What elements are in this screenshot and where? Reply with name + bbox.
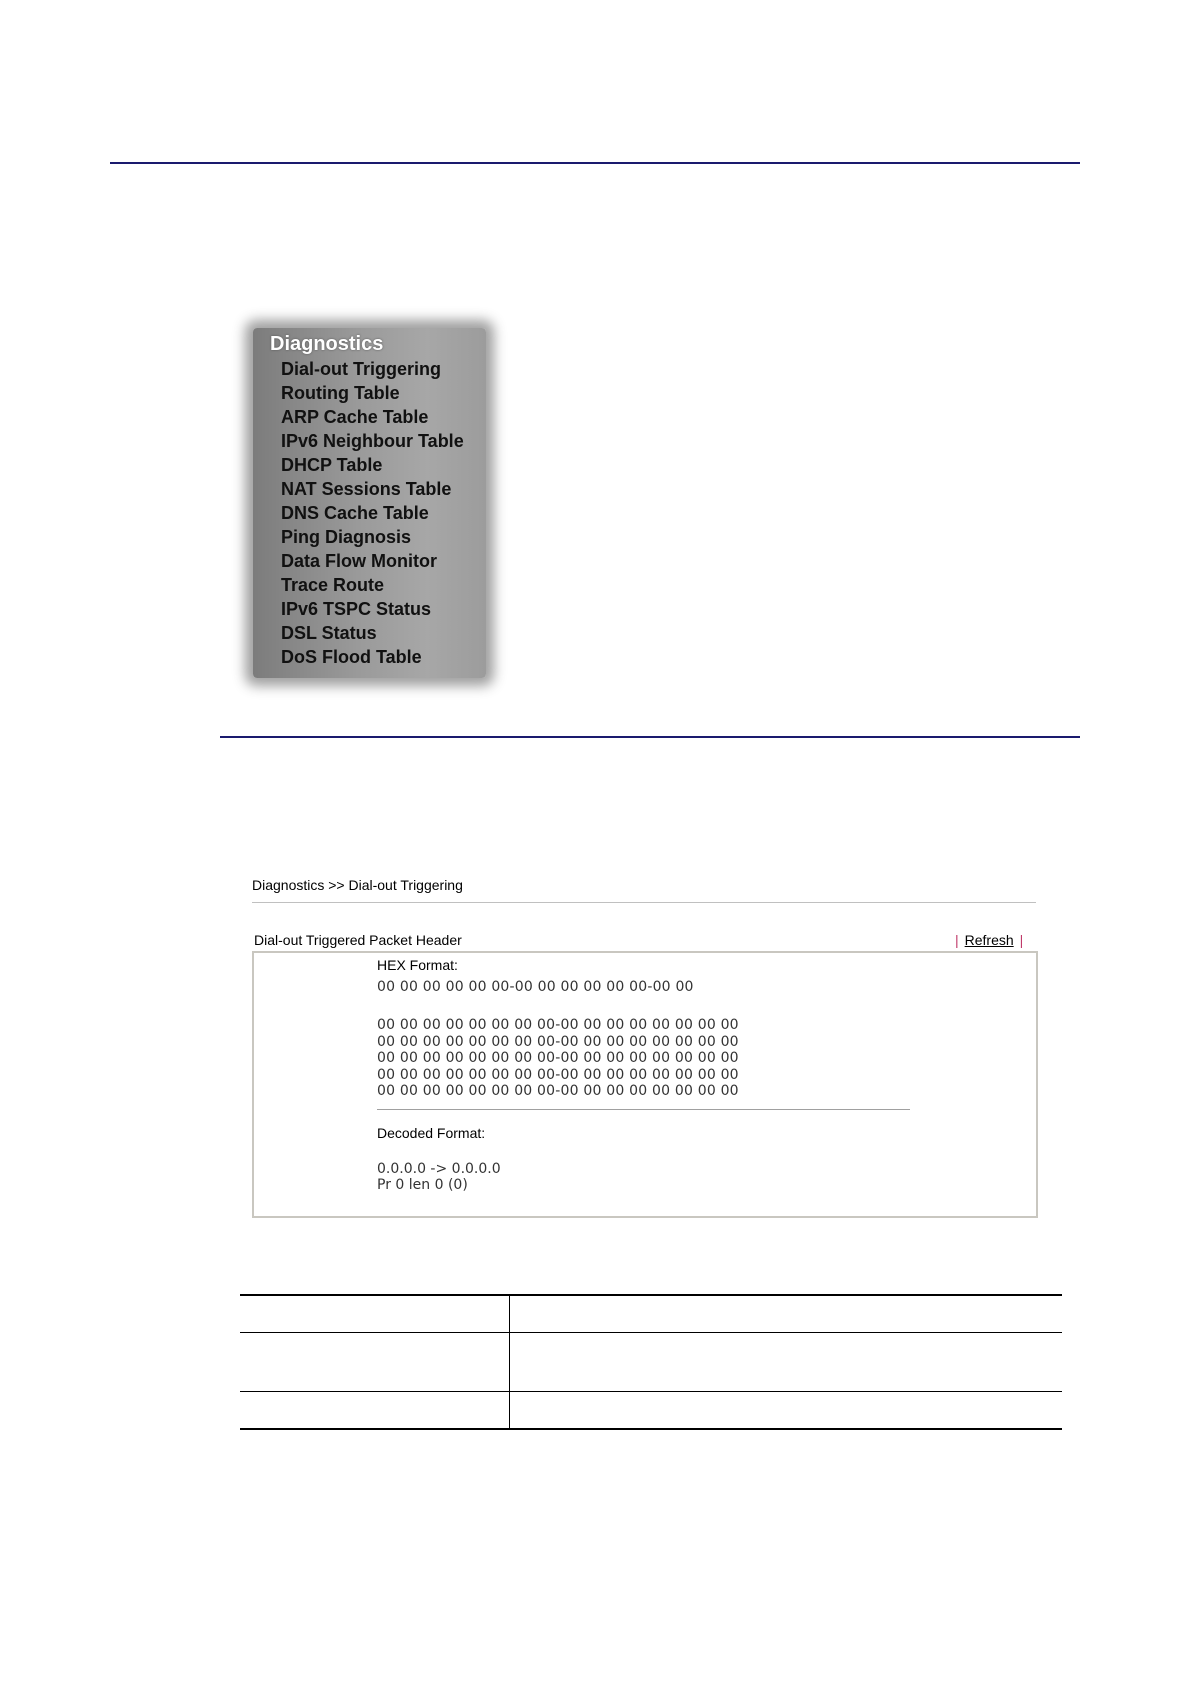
menu-title: Diagnostics <box>270 333 384 355</box>
breadcrumb: Diagnostics >> Dial-out Triggering <box>252 877 463 893</box>
table-cell <box>510 1392 1063 1430</box>
hex-format-label: HEX Format: <box>377 957 458 973</box>
hex-line: 00 00 00 00 00 00 00 00-00 00 00 00 00 00 00 00 <box>377 1033 739 1050</box>
decoded-line: 0.0.0.0 -> 0.0.0.0 <box>377 1161 501 1177</box>
menu-item-nat-sessions-table[interactable]: NAT Sessions Table <box>281 479 452 499</box>
panel-title: Dial-out Triggered Packet Header <box>254 932 462 948</box>
top-divider <box>110 162 1080 164</box>
table-cell <box>240 1333 510 1392</box>
menu-item-trace-route[interactable]: Trace Route <box>281 575 385 595</box>
table-cell <box>240 1295 510 1333</box>
pipe-separator: | <box>955 932 959 948</box>
table-row <box>240 1295 1062 1333</box>
description-table <box>240 1294 1062 1430</box>
decoded-line: Pr 0 len 0 (0) <box>377 1177 468 1193</box>
menu-item-arp-cache-table[interactable]: ARP Cache Table <box>281 407 429 427</box>
refresh-bar <box>955 932 1023 948</box>
menu-top-fragment <box>270 308 480 324</box>
menu-item-data-flow-monitor[interactable]: Data Flow Monitor <box>281 551 437 571</box>
menu-item-dial-out-triggering[interactable]: Dial-out Triggering <box>281 359 441 379</box>
menu-item-dos-flood-table[interactable]: DoS Flood Table <box>281 647 422 667</box>
hex-line: 00 00 00 00 00 00 00 00-00 00 00 00 00 00 00 00 <box>377 1017 739 1033</box>
section-divider <box>220 736 1080 738</box>
panel-separator <box>377 1109 910 1110</box>
hex-header-line: 00 00 00 00 00 00-00 00 00 00 00 00-00 00 <box>377 979 694 995</box>
table-row <box>240 1333 1062 1392</box>
table-cell <box>510 1333 1063 1392</box>
table-row <box>240 1392 1062 1430</box>
table-cell <box>240 1392 510 1430</box>
menu-item-dsl-status[interactable]: DSL Status <box>281 623 377 643</box>
breadcrumb-divider <box>252 902 1036 903</box>
hex-data-lines <box>377 1017 739 1100</box>
menu-item-dhcp-table[interactable]: DHCP Table <box>281 455 383 475</box>
table-cell <box>510 1295 1063 1333</box>
decoded-lines <box>377 1161 501 1193</box>
menu-item-routing-table[interactable]: Routing Table <box>281 383 400 403</box>
menu-item-ipv6-neighbour-table[interactable]: IPv6 Neighbour Table <box>281 431 464 451</box>
hex-line: 00 00 00 00 00 00 00 00-00 00 00 00 00 00 00 00 <box>377 1083 739 1099</box>
hex-line: 00 00 00 00 00 00 00 00-00 00 00 00 00 00 00 00 <box>377 1050 739 1066</box>
refresh-link[interactable]: Refresh <box>964 932 1014 948</box>
menu-item-dns-cache-table[interactable]: DNS Cache Table <box>281 503 429 523</box>
menu-item-ping-diagnosis[interactable]: Ping Diagnosis <box>281 527 412 547</box>
decoded-format-label: Decoded Format: <box>377 1125 486 1141</box>
menu-item-list <box>281 357 464 669</box>
menu-item-ipv6-tspc-status[interactable]: IPv6 TSPC Status <box>281 599 432 619</box>
hex-line: 00 00 00 00 00 00 00 00-00 00 00 00 00 00 00 00 <box>377 1066 739 1083</box>
pipe-separator: | <box>1019 932 1024 948</box>
